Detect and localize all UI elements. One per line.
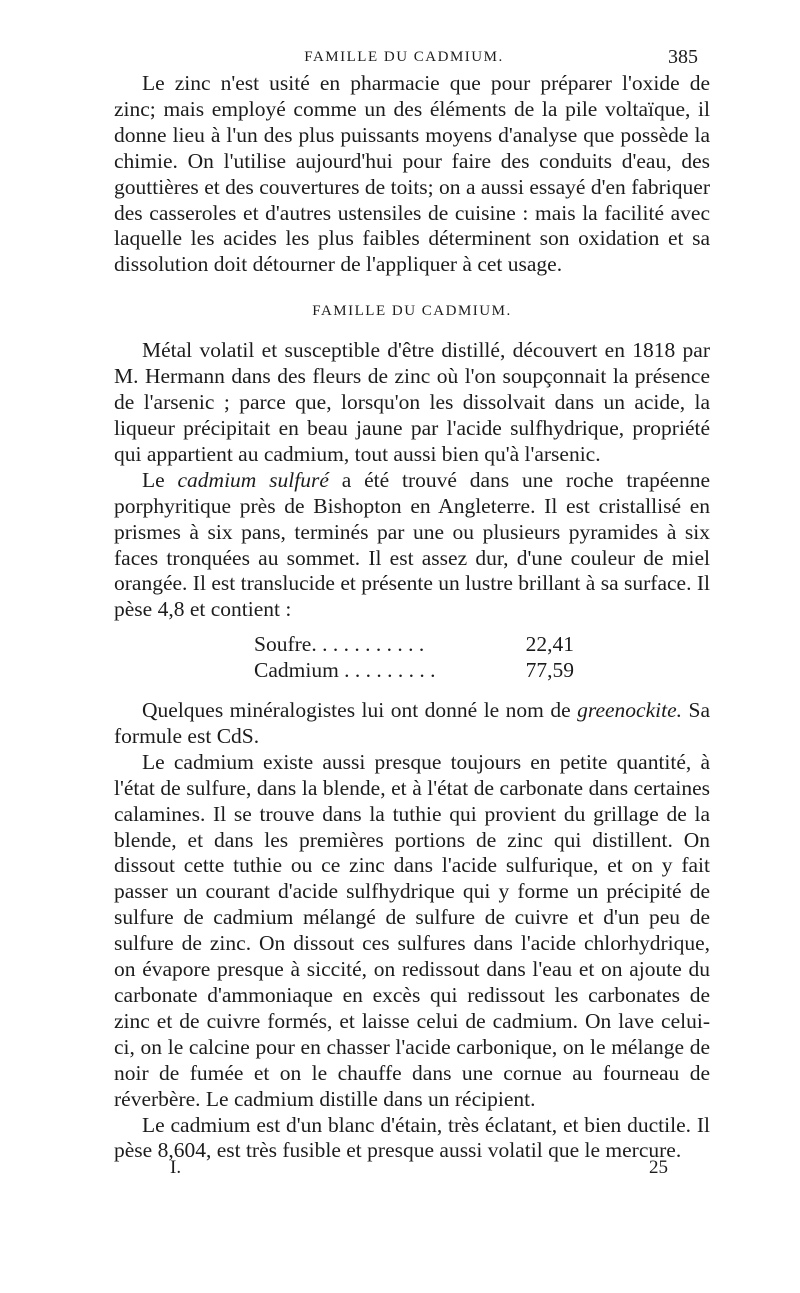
body-text (114, 71, 710, 1164)
running-title: FAMILLE DU CADMIUM. (304, 49, 504, 65)
signature-mark: I. (170, 1157, 182, 1178)
p4-italic-term: greenockite. (577, 698, 683, 723)
composition-name: Soufre. . . . . . . . . . . (254, 632, 425, 657)
paragraph-cadmium-sulfure (114, 468, 710, 623)
page-footer (170, 1157, 668, 1181)
running-header (110, 46, 698, 68)
composition-table (254, 632, 574, 684)
p3-start: Le (142, 467, 178, 492)
page-number: 385 (668, 46, 698, 68)
composition-row (254, 658, 574, 684)
composition-value: 22,41 (525, 632, 574, 657)
paragraph-cadmium-discovery: Métal volatil et susceptible d'être distillé, découvert en 1818 par M. Hermann dans des fleurs de zinc où l'on soupçonnait la présence de l'arsenic ; parce que, lorsqu'on les dissolvait dans un acide, la liqueur précipitait en beau jaune par l'acide sulfhydrique, propriété qui appartient au cadmium, tout aussi bien qu'à l'arsenic. (114, 338, 710, 466)
p3-rest: a été trouvé dans une roche trapéenne porphyritique près de Bishopton en Angleterre. Il est cristallisé en prismes à six pans, terminés par une ou plusieurs pyramides à six faces tronquées au sommet. Il est assez dur, d'une couleur de miel orangée. Il est translucide et présente un lustre brillant à sa surface. Il pèse 4,8 et contient : (114, 467, 710, 622)
paragraph-greenockite (114, 698, 710, 750)
paragraph-zinc-uses: Le zinc n'est usité en pharmacie que pour préparer l'oxide de zinc; mais employé comme un des éléments de la pile voltaïque, il donne lieu à l'un des plus puissants moyens d'analyse que possède la chimie. On l'utilise aujourd'hui pour faire des conduits d'eau, des gouttières et des couvertures de toits; on a aussi essayé d'en fabriquer des casseroles et d'autres ustensiles de cuisine : mais la facilité avec laquelle les acides les plus faibles déterminent son oxidation et sa dissolution doit détourner de l'appliquer à cet usage. (114, 71, 710, 277)
composition-name: Cadmium . . . . . . . . . (254, 658, 436, 683)
composition-row (254, 632, 574, 658)
p3-italic-term: cadmium sulfuré (177, 467, 329, 492)
signature-number: 25 (649, 1157, 668, 1178)
p4-rest: Sa formule est CdS. (114, 698, 710, 748)
composition-value: 77,59 (525, 658, 574, 683)
section-title: FAMILLE DU CADMIUM. (312, 303, 512, 320)
paragraph-cadmium-properties: Le cadmium est d'un blanc d'étain, très éclatant, et bien ductile. Il pèse 8,604, est très fusible et presque aussi volatil que le mercure. (114, 1112, 710, 1163)
p4-start: Quelques minéralogistes lui ont donné le nom de (142, 698, 578, 723)
paragraph-cadmium-extraction: Le cadmium existe aussi presque toujours en petite quantité, à l'état de sulfure, dans la blende, et à l'état de carbonate dans certaines calamines. Il se trouve dans la tuthie qui provient du grillage de la blende, et dans les premières portions de zinc qui distillent. On dissout cette tuthie ou ce zinc dans l'acide sulfurique, et on y fait passer un courant d'acide sulfhydrique qui y forme un précipité de sulfure de cadmium mélangé de sulfure de cuivre et d'un peu de sulfure de zinc. On dissout ces sulfures dans l'acide chlorhydrique, on évapore presque à siccité, on redissout dans l'eau et on ajoute du carbonate d'ammoniaque en excès qui redissout les carbonates de zinc et de cuivre formés, et laisse celui de cadmium. On lave celui-ci, on le calcine pour en chasser l'acide carbonique, on le mélange de noir de fumée et on le chauffe dans une cornue au fourneau de réverbère. Le cadmium distille dans un récipient. (114, 749, 710, 1111)
